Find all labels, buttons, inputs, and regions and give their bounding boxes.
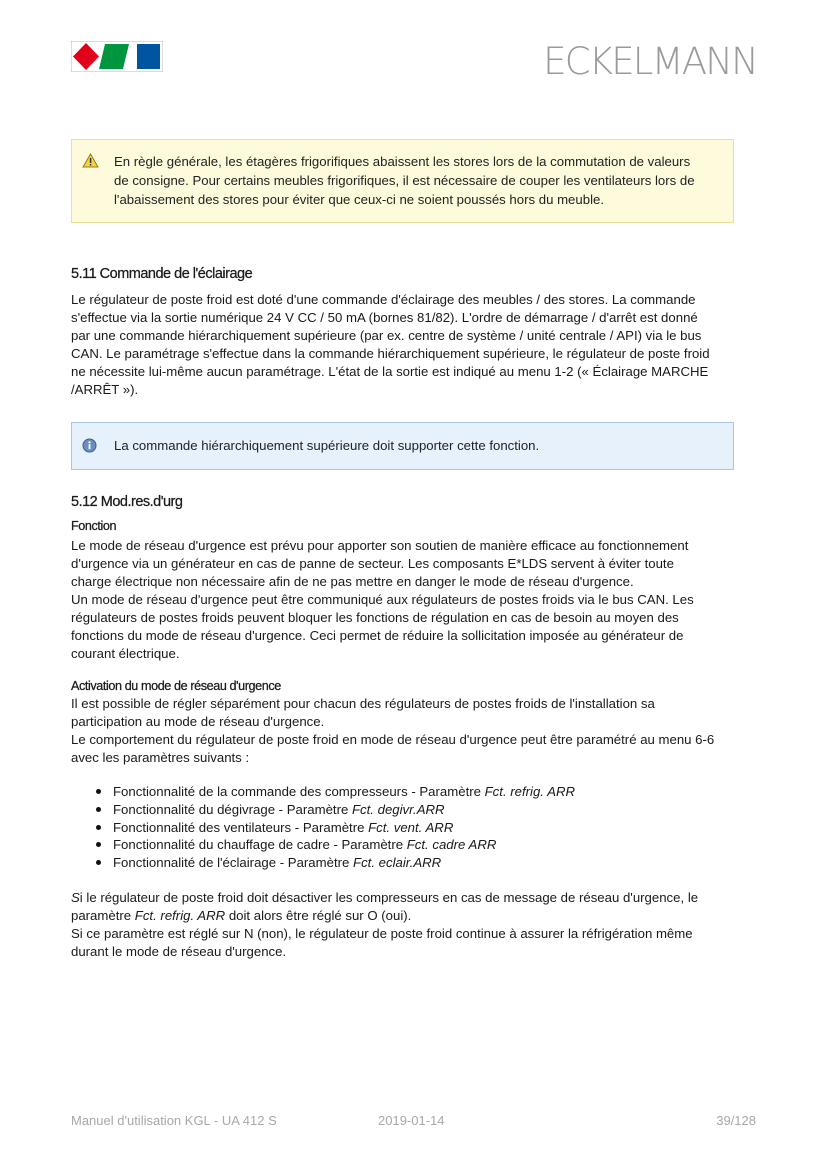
eckelmann-logo: [71, 41, 163, 72]
text-line: durant le mode de réseau d'urgence.: [71, 944, 287, 959]
text-line: Si ce paramètre est réglé sur N (non), le régulateur de poste froid continue à assurer la réfrigération même: [71, 926, 693, 941]
text-line: Il est possible de régler séparément pour chacun des régulateurs de postes froids de l'installation sa: [71, 696, 655, 711]
footer-manual-title: Manuel d'utilisation KGL - UA 412 S: [71, 1113, 277, 1128]
list-item-text: Fonctionnalité des ventilateurs - Paramètre: [113, 819, 369, 835]
parameter-name: Fct. refrig. ARR: [484, 784, 575, 799]
warning-icon: [82, 153, 99, 168]
section-5-12-paragraph-3: [71, 889, 751, 961]
text-line: régulateurs de postes froids peuvent bloquer les fonctions de régulation en cas de besoin au moyen des: [71, 610, 679, 625]
text-line: [71, 907, 751, 925]
text-line: par une commande hiérarchiquement supérieure (par ex. centre de système / unité centrale / API) via le bus: [71, 328, 702, 343]
info-box: [71, 422, 734, 470]
text-line: d'urgence via un générateur en cas de panne de secteur. Les composants E*LDS servent à éviter toute: [71, 556, 674, 571]
text-fragment: paramètre: [71, 908, 135, 923]
section-heading-5-11: 5.11 Commande de l'éclairage: [71, 266, 253, 282]
list-item: [96, 819, 716, 837]
list-item: [96, 801, 716, 819]
text-fragment: i le régulateur de poste froid doit désactiver les compresseurs en cas de message de réseau d'urgence, le: [79, 890, 699, 905]
text-line: ne nécessite lui-même aucun paramétrage. L'état de la sortie est indiqué au menu 1-2 (« Éclairage MARCHE: [71, 364, 709, 379]
list-item: [96, 783, 716, 801]
text-line: participation au mode de réseau d'urgence.: [71, 714, 325, 729]
list-item-text: Fonctionnalité du chauffage de cadre - Paramètre: [113, 837, 407, 853]
text-line: [71, 889, 751, 907]
footer-date: 2019-01-14: [378, 1113, 445, 1128]
warning-box: [71, 139, 734, 223]
text-line: CAN. Le paramétrage s'effectue dans la commande hiérarchiquement supérieure, le régulateur de poste froid: [71, 346, 710, 361]
text-line: Le régulateur de poste froid est doté d'une commande d'éclairage des meubles / des stores. La commande: [71, 292, 696, 307]
text-line: Un mode de réseau d'urgence peut être communiqué aux régulateurs de postes froids via le bus CAN. Les: [71, 592, 694, 607]
section-5-12-paragraph-1: [71, 537, 751, 663]
text-line: fonctions du mode de réseau d'urgence. Ceci permet de réduire la sollicitation imposée au générateur de: [71, 628, 684, 643]
footer-page-number: 39/128: [716, 1113, 756, 1128]
warning-line: En règle générale, les étagères frigorifiques abaissent les stores lors de la commutation de valeurs: [114, 154, 691, 169]
warning-line: l'abaissement des stores pour éviter que ceux-ci ne soient poussés hors du meuble.: [114, 192, 604, 207]
text-fragment: doit alors être réglé sur O (oui).: [225, 908, 412, 923]
italic-initial: S: [71, 890, 80, 905]
list-item: [96, 854, 716, 872]
warning-line: de consigne. Pour certains meubles frigorifiques, il est nécessaire de couper les ventilateurs lors de: [114, 173, 695, 188]
parameter-name: Fct. cadre ARR: [406, 837, 497, 853]
brand-name: ECKELMANN: [543, 40, 757, 83]
text-line: avec les paramètres suivants :: [71, 750, 250, 765]
list-item-text: Fonctionnalité de l'éclairage - Paramètre: [113, 855, 354, 871]
info-text: La commande hiérarchiquement supérieure doit supporter cette fonction.: [114, 438, 540, 453]
section-5-12-paragraph-2: [71, 695, 751, 767]
subheading-fonction: Fonction: [71, 519, 117, 533]
list-item-text: Fonctionnalité de la commande des compresseurs - Paramètre: [113, 784, 485, 799]
logo-blue-square: [137, 44, 160, 69]
parameter-list: [96, 783, 716, 872]
parameter-name: Fct. vent. ARR: [368, 819, 454, 835]
list-item-text: Fonctionnalité du dégivrage - Paramètre: [113, 801, 352, 817]
text-line: Le mode de réseau d'urgence est prévu pour apporter son soutien de manière efficace au fonctionnement: [71, 538, 689, 553]
section-5-11-paragraph: [71, 291, 751, 399]
text-line: charge électrique non nécessaire afin de ne pas mettre en danger le mode de réseau d'urgence.: [71, 574, 634, 589]
subheading-activation: Activation du mode de réseau d'urgence: [71, 679, 281, 693]
list-item: [96, 836, 716, 854]
section-heading-5-12: 5.12 Mod.res.d'urg: [71, 494, 183, 510]
parameter-name: Fct. eclair.ARR: [353, 855, 442, 871]
text-line: courant électrique.: [71, 646, 180, 661]
parameter-name: Fct. refrig. ARR: [134, 908, 226, 923]
parameter-name: Fct. degivr.ARR: [351, 801, 445, 817]
text-line: s'effectue via la sortie numérique 24 V CC / 50 mA (bornes 81/82). L'ordre de démarrage / d'arrêt est donné: [71, 310, 698, 325]
text-line: /ARRÊT »).: [71, 382, 139, 397]
info-icon: [82, 438, 97, 453]
text-line: Le comportement du régulateur de poste froid en mode de réseau d'urgence peut être paramétré au menu 6-6: [71, 732, 715, 747]
